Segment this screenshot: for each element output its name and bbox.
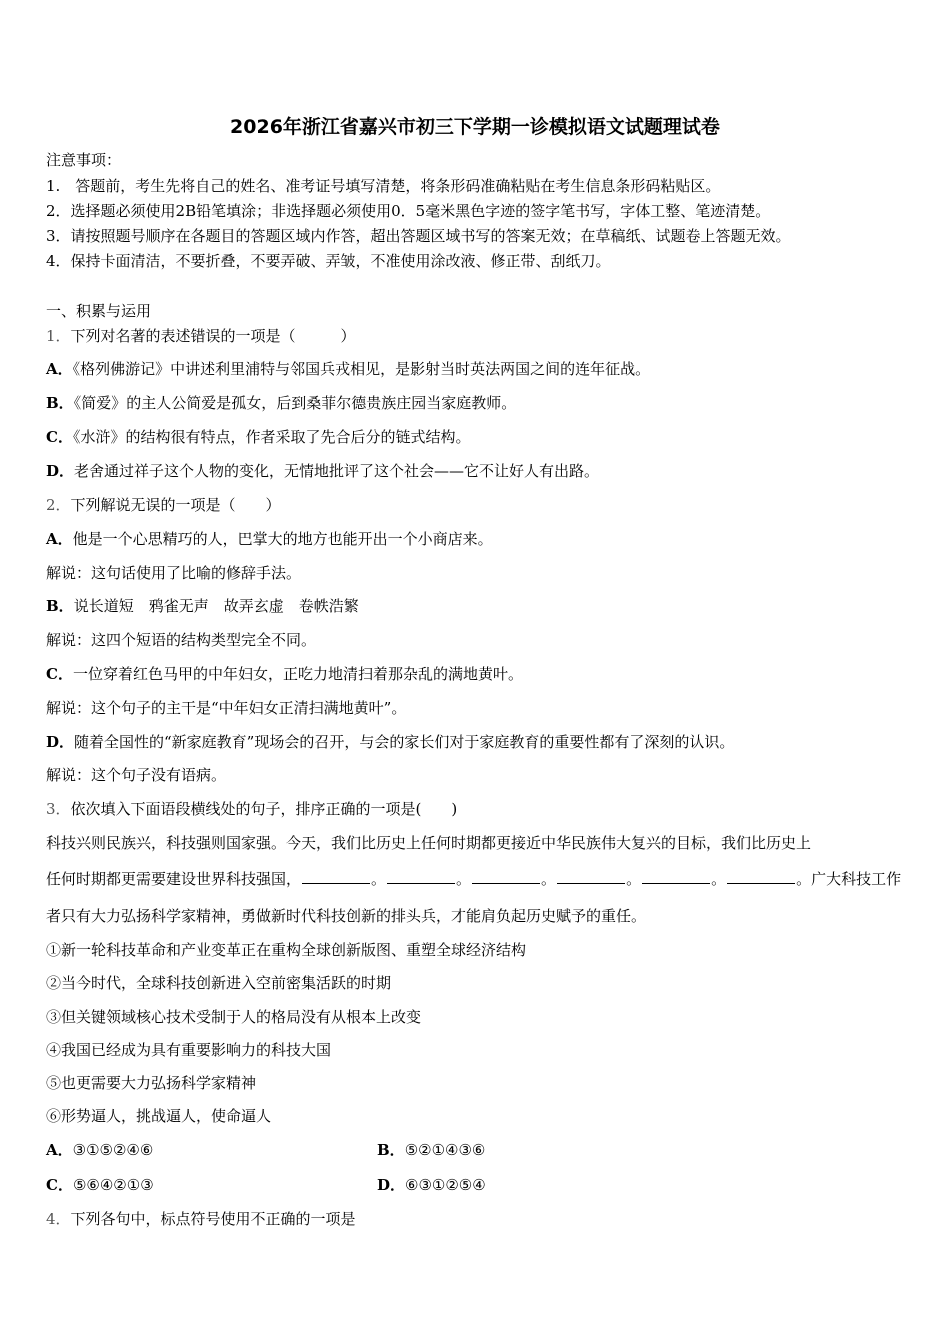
question-number: 3． — [46, 800, 71, 818]
answer-blank[interactable] — [557, 869, 625, 884]
answer-blank[interactable] — [642, 869, 710, 884]
q2-explain-c: 解说：这个句子的主干是“中年妇女正清扫满地黄叶”。 — [46, 699, 407, 717]
question-text: 下列解说无误的一项是（ ） — [70, 496, 281, 514]
option-text: ⑤②①④③⑥ — [404, 1141, 486, 1159]
option-text: ⑤⑥④②①③ — [72, 1176, 154, 1194]
q3-sentence-2: ②当今时代，全球科技创新进入空前密集活跃的时期 — [46, 974, 392, 992]
option-label: B． — [377, 1141, 405, 1159]
notice-item-4: 4．保持卡面清洁，不要折叠，不要弄破、弄皱，不准使用涂改液、修正带、刮纸刀。 — [46, 252, 611, 270]
paragraph-text: 。广大科技工作 — [796, 870, 902, 888]
question-number: 1． — [46, 327, 71, 345]
question-number: 2． — [46, 496, 71, 514]
q1-option-b — [46, 393, 516, 413]
q2-explain-d: 解说：这个句子没有语病。 — [46, 766, 227, 784]
notice-heading: 注意事项： — [46, 151, 122, 169]
q3-paragraph-line-2 — [46, 869, 901, 889]
option-text: 《格列佛游记》中讲述利里浦特与邻国兵戎相见，是影射当时英法两国之间的连年征战。 — [72, 360, 651, 378]
punctuation: 。 — [541, 870, 557, 888]
punctuation: 。 — [626, 870, 642, 888]
option-text: 他是一个心思精巧的人，巴掌大的地方也能开出一个小商店来。 — [72, 530, 493, 548]
page-title: 2026年浙江省嘉兴市初三下学期一诊模拟语文试题理试卷 — [230, 116, 720, 138]
question-3-stem — [46, 799, 457, 819]
question-text: 下列对名著的表述错误的一项是（ ） — [70, 327, 356, 345]
q3-options-row-1 — [46, 1140, 153, 1160]
q3-sentence-1: ①新一轮科技革命和产业变革正在重构全球创新版图、重塑全球经济结构 — [46, 941, 527, 959]
q3-paragraph-line-3: 者只有大力弘扬科学家精神，勇做新时代科技创新的排头兵，才能肩负起历史赋予的重任。 — [46, 907, 647, 925]
option-label: B． — [46, 597, 74, 615]
q3-option-c — [46, 1175, 154, 1195]
q2-option-c — [46, 664, 523, 684]
punctuation: 。 — [371, 870, 387, 888]
q3-paragraph-line-1: 科技兴则民族兴，科技强则国家强。今天，我们比历史上任何时期都更接近中华民族伟大复兴的目标，我们比历史上 — [46, 834, 812, 852]
q2-option-a — [46, 529, 493, 549]
q2-option-d — [46, 732, 734, 752]
option-label: C． — [46, 1176, 73, 1194]
q3-option-b — [377, 1140, 485, 1160]
option-text: ⑥③①②⑤④ — [405, 1176, 486, 1194]
option-text: 说长道短 鸦雀无声 故弄玄虚 卷帙浩繁 — [73, 597, 359, 615]
punctuation: 。 — [711, 870, 727, 888]
option-label: D． — [377, 1176, 406, 1194]
q3-sentence-6: ⑥形势逼人，挑战逼人，使命逼人 — [46, 1107, 272, 1125]
q2-explain-b: 解说：这四个短语的结构类型完全不同。 — [46, 631, 317, 649]
q3-option-d — [377, 1175, 486, 1195]
answer-blank[interactable] — [727, 869, 795, 884]
notice-item-3: 3．请按照题号顺序在各题目的答题区域内作答，超出答题区域书写的答案无效；在草稿纸、试题卷上答题无效。 — [46, 227, 791, 245]
q3-sentence-3: ③但关键领域核心技术受制于人的格局没有从根本上改变 — [46, 1008, 422, 1026]
question-text: 下列各句中，标点符号使用不正确的一项是 — [70, 1210, 356, 1228]
punctuation: 。 — [456, 870, 472, 888]
option-text: 《水浒》的结构很有特点，作者采取了先合后分的链式结构。 — [72, 428, 471, 446]
option-text: 一位穿着红色马甲的中年妇女，正吃力地清扫着那杂乱的满地黄叶。 — [72, 665, 523, 683]
option-label: D． — [46, 462, 75, 480]
q3-sentence-5: ⑤也更需要大力弘扬科学家精神 — [46, 1074, 257, 1092]
answer-blank[interactable] — [302, 869, 370, 884]
option-label: B． — [46, 394, 74, 412]
option-text: 《简爱》的主人公简爱是孤女，后到桑菲尔德贵族庄园当家庭教师。 — [73, 394, 517, 412]
notice-item-1: 1. 答题前，考生先将自己的姓名、准考证号填写清楚，将条形码准确粘贴在考生信息条形码粘贴区。 — [46, 177, 721, 195]
option-label: C． — [46, 428, 73, 446]
q1-option-c — [46, 427, 470, 447]
question-2-stem — [46, 495, 281, 515]
q3-option-a — [46, 1141, 153, 1159]
q3-sentence-4: ④我国已经成为具有重要影响力的科技大国 — [46, 1041, 332, 1059]
paragraph-text: 任何时期都更需要建设世界科技强国， — [46, 870, 302, 888]
option-text: 老舍通过祥子这个人物的变化，无情地批评了这个社会——它不让好人有出路。 — [74, 462, 600, 480]
question-1-stem — [46, 326, 356, 346]
question-text: 依次填入下面语段横线处的句子，排序正确的一项是( ) — [70, 800, 458, 818]
q1-option-a — [46, 359, 650, 379]
answer-blank[interactable] — [472, 869, 540, 884]
question-4-stem — [46, 1209, 356, 1229]
option-label: A． — [46, 530, 73, 548]
notice-item-2: 2．选择题必须使用2B铅笔填涂；非选择题必须使用0．5毫米黑色字迹的签字笔书写，字体工整、笔迹清楚。 — [46, 202, 771, 220]
option-label: C． — [46, 665, 73, 683]
section-heading: 一、积累与运用 — [46, 302, 152, 320]
q2-explain-a: 解说：这句话使用了比喻的修辞手法。 — [46, 564, 302, 582]
q1-option-d — [46, 461, 599, 481]
question-number: 4． — [46, 1210, 71, 1228]
option-text: ③①⑤②④⑥ — [72, 1141, 154, 1159]
answer-blank[interactable] — [387, 869, 455, 884]
q2-option-b — [46, 596, 359, 616]
option-label: D． — [46, 733, 75, 751]
option-label: A． — [46, 1141, 73, 1159]
option-label: A． — [46, 360, 73, 378]
option-text: 随着全国性的“新家庭教育”现场会的召开，与会的家长们对于家庭教育的重要性都有了深刻的认识。 — [74, 733, 735, 751]
